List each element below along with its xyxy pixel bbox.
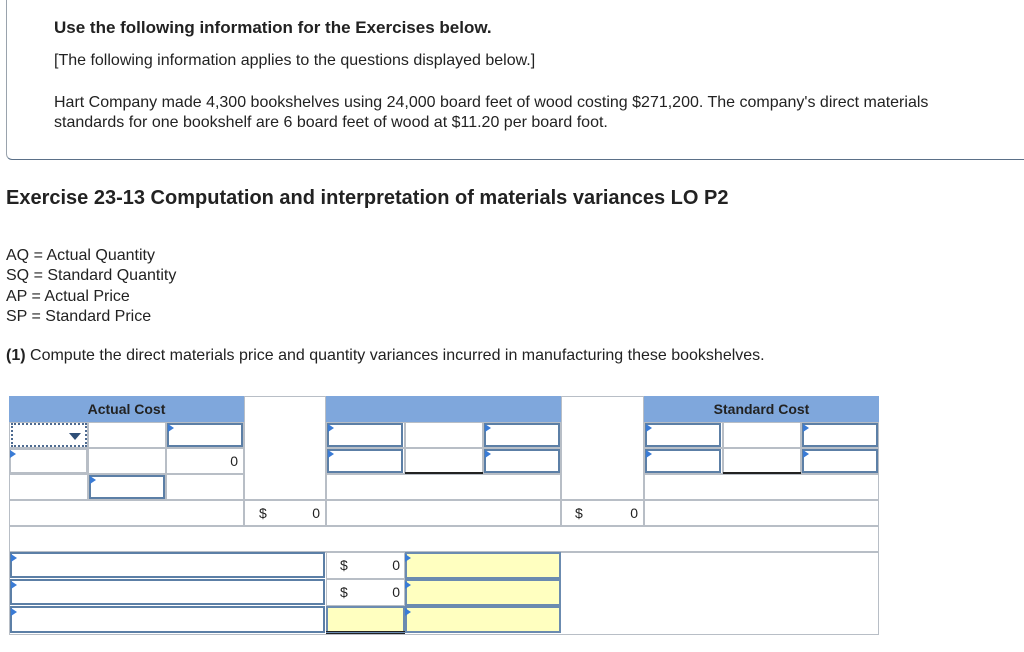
- subtotal-cell: [9, 500, 244, 526]
- info-note: [The following information applies to the questions displayed below.]: [54, 52, 536, 69]
- variance-label-input-2[interactable]: [10, 579, 325, 605]
- std-cost-cell: [723, 422, 801, 448]
- subtotal-value-2: 0: [630, 505, 638, 521]
- variance-type-input-3[interactable]: [405, 606, 561, 633]
- standard-qty-header: [326, 396, 561, 422]
- std-qty-cell: [405, 448, 483, 474]
- std-qty-input-4[interactable]: [484, 449, 560, 473]
- actual-cell: [88, 422, 166, 448]
- sep-col-1: [244, 396, 326, 500]
- std-qty-input-1[interactable]: [327, 423, 403, 447]
- input-flag-icon: [646, 450, 652, 458]
- std-qty-cell: [326, 474, 561, 500]
- subtotal-cell: [326, 500, 561, 526]
- actual-price-input[interactable]: [167, 423, 243, 447]
- currency-symbol: $: [340, 584, 348, 600]
- input-flag-icon: [328, 424, 334, 432]
- info-heading: Use the following information for the Exercises below.: [54, 18, 492, 37]
- underline: [723, 472, 801, 474]
- variance-type-input-2[interactable]: [405, 579, 561, 606]
- info-body: Hart Company made 4,300 bookshelves using 24,000 board feet of wood costing $271,200. The company's direct materials standards for one bookshelf are 6 board feet of wood at $11.20 per board foot.: [54, 94, 929, 131]
- variance-value-1: 0: [392, 557, 400, 573]
- input-flag-icon: [485, 424, 491, 432]
- chevron-down-icon: [69, 433, 81, 440]
- input-flag-icon: [11, 581, 17, 589]
- std-qty-cell: [405, 422, 483, 448]
- double-underline: [326, 631, 405, 634]
- actual-cell: [88, 448, 166, 474]
- variance-total-input[interactable]: [326, 606, 405, 633]
- input-flag-icon: [405, 581, 411, 589]
- input-flag-icon: [90, 476, 96, 484]
- currency-symbol: $: [340, 557, 348, 573]
- actual-value: 0: [230, 453, 238, 469]
- std-cost-input-3[interactable]: [645, 449, 721, 473]
- definition-ap: AP = Actual Price: [6, 287, 130, 305]
- exercise-title: Exercise 23-13 Computation and interpretation of materials variances LO P2: [6, 187, 729, 209]
- variance-value-2: 0: [392, 584, 400, 600]
- underline: [405, 472, 483, 474]
- std-cost-cell: [644, 474, 879, 500]
- actual-cell: [9, 474, 88, 500]
- std-cost-input-4[interactable]: [802, 449, 878, 473]
- input-flag-icon: [168, 424, 174, 432]
- actual-qty-input[interactable]: [89, 475, 165, 499]
- currency-symbol: $: [259, 505, 267, 521]
- input-flag-icon: [11, 608, 17, 616]
- input-flag-icon: [11, 554, 17, 562]
- std-cost-cell: [723, 448, 801, 474]
- std-qty-input-2[interactable]: [484, 423, 560, 447]
- subtotal-cell: [644, 500, 879, 526]
- input-flag-icon: [803, 424, 809, 432]
- input-flag-icon: [328, 450, 334, 458]
- definitions: [6, 246, 176, 327]
- input-flag-icon: [10, 450, 16, 458]
- input-flag-icon: [405, 554, 411, 562]
- definition-sp: SP = Standard Price: [6, 307, 152, 325]
- sep-col-2: [561, 396, 644, 500]
- question-number: (1): [6, 347, 26, 364]
- question-text: Compute the direct materials price and quantity variances incurred in manufacturing these bookshelves.: [25, 347, 765, 364]
- label-dropdown[interactable]: [11, 423, 87, 447]
- standard-cost-header: Standard Cost: [644, 396, 879, 422]
- input-flag-icon: [646, 424, 652, 432]
- definition-sq: SQ = Standard Quantity: [6, 267, 177, 285]
- input-flag-icon: [803, 450, 809, 458]
- input-flag-icon: [485, 450, 491, 458]
- definition-aq: AQ = Actual Quantity: [6, 247, 155, 264]
- actual-label-input[interactable]: [10, 449, 87, 473]
- actual-cell: [166, 474, 244, 500]
- actual-cost-header: Actual Cost: [9, 396, 244, 422]
- currency-symbol: $: [575, 505, 583, 521]
- std-qty-input-3[interactable]: [327, 449, 403, 473]
- subtotal-value-1: 0: [312, 505, 320, 521]
- input-flag-icon: [405, 608, 411, 616]
- variance-type-input-1[interactable]: [405, 552, 561, 579]
- variance-label-input-1[interactable]: [10, 552, 325, 578]
- std-cost-input-1[interactable]: [645, 423, 721, 447]
- question-1: [6, 347, 765, 365]
- spacer-row: [9, 526, 879, 552]
- variance-label-input-3[interactable]: [10, 606, 325, 633]
- std-cost-input-2[interactable]: [802, 423, 878, 447]
